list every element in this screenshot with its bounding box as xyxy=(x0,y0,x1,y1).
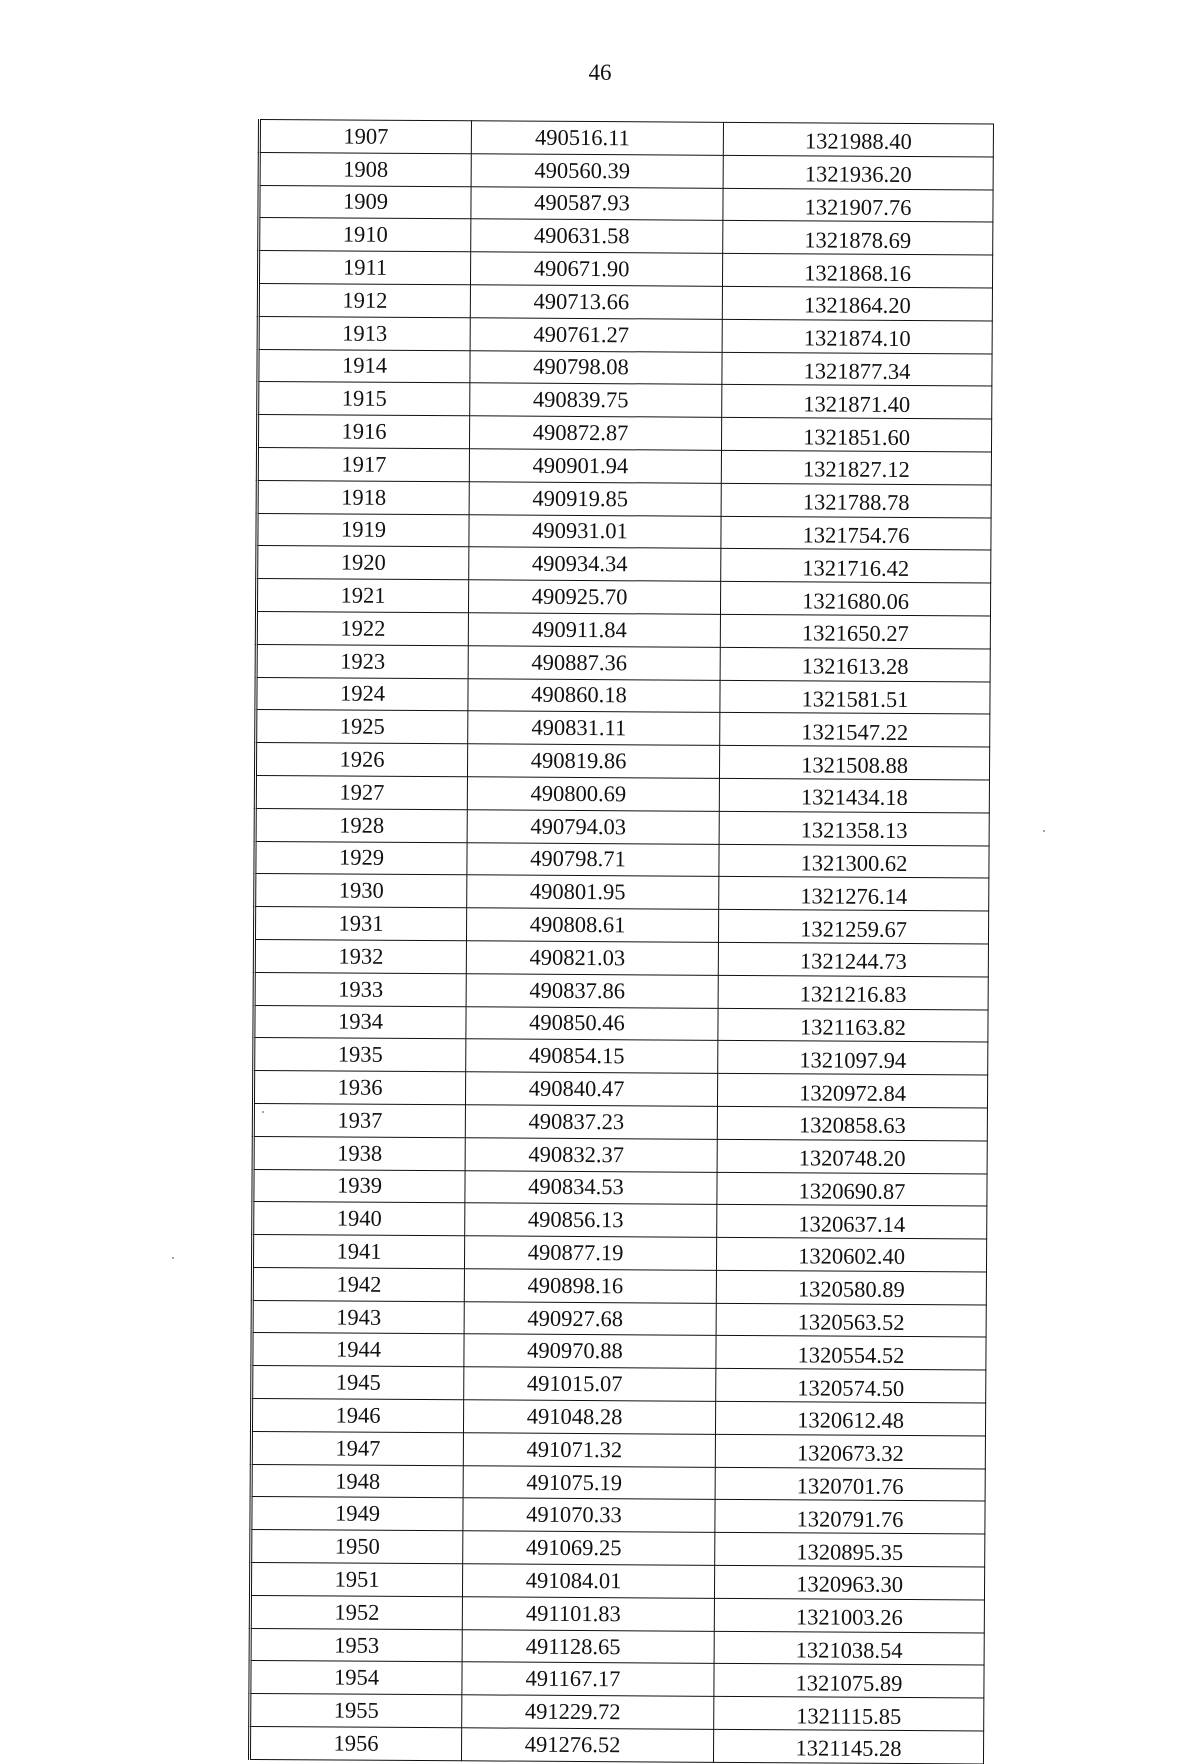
point-number-cell: 1943 xyxy=(252,1300,464,1334)
table-row xyxy=(257,546,991,583)
table-row xyxy=(256,677,990,714)
point-number-cell: 1935 xyxy=(254,1038,466,1072)
table-row xyxy=(255,775,989,812)
table-row xyxy=(259,185,993,222)
point-number-cell: 1951 xyxy=(250,1563,462,1597)
x-coordinate-cell: 490808.61 xyxy=(466,908,718,942)
table-row xyxy=(250,1694,984,1731)
y-coordinate-cell: 1321716.42 xyxy=(721,549,991,583)
table-row xyxy=(256,579,990,616)
table-row xyxy=(252,1366,986,1403)
point-number-cell: 1927 xyxy=(255,775,467,809)
table-row xyxy=(253,1136,987,1173)
x-coordinate-cell: 491101.83 xyxy=(462,1597,714,1631)
point-number-cell: 1907 xyxy=(259,120,471,154)
point-number-cell: 1944 xyxy=(252,1333,464,1367)
y-coordinate-cell: 1320858.63 xyxy=(717,1106,987,1140)
x-coordinate-cell: 490798.08 xyxy=(470,350,722,384)
x-coordinate-cell: 491070.33 xyxy=(463,1498,715,1532)
y-coordinate-cell: 1321434.18 xyxy=(719,778,989,812)
point-number-cell: 1922 xyxy=(256,611,468,645)
point-number-cell: 1913 xyxy=(258,316,470,350)
y-coordinate-cell: 1320580.89 xyxy=(716,1270,986,1304)
x-coordinate-cell: 491276.52 xyxy=(461,1728,713,1762)
y-coordinate-cell: 1321851.60 xyxy=(721,418,991,452)
point-number-cell: 1936 xyxy=(253,1071,465,1105)
x-coordinate-cell: 491167.17 xyxy=(462,1662,714,1696)
y-coordinate-cell: 1320673.32 xyxy=(715,1434,985,1468)
x-coordinate-cell: 490860.18 xyxy=(468,678,720,712)
point-number-cell: 1924 xyxy=(256,677,468,711)
y-coordinate-cell: 1320690.87 xyxy=(717,1172,987,1206)
table-row xyxy=(252,1267,986,1304)
table-row xyxy=(251,1530,985,1567)
point-number-cell: 1947 xyxy=(251,1431,463,1465)
y-coordinate-cell: 1320701.76 xyxy=(715,1467,985,1501)
x-coordinate-cell: 490887.36 xyxy=(468,646,720,680)
point-number-cell: 1937 xyxy=(253,1103,465,1137)
x-coordinate-cell: 490925.70 xyxy=(468,580,720,614)
point-number-cell: 1925 xyxy=(256,710,468,744)
point-number-cell: 1929 xyxy=(255,841,467,875)
table-row xyxy=(258,251,992,288)
y-coordinate-cell: 1321788.78 xyxy=(721,483,991,517)
x-coordinate-cell: 490587.93 xyxy=(471,186,723,220)
point-number-cell: 1938 xyxy=(253,1136,465,1170)
y-coordinate-cell: 1321871.40 xyxy=(722,385,992,419)
table-row xyxy=(255,841,989,878)
x-coordinate-cell: 490837.23 xyxy=(465,1105,717,1139)
table-row xyxy=(252,1333,986,1370)
point-number-cell: 1916 xyxy=(257,415,469,449)
point-number-cell: 1956 xyxy=(249,1727,461,1761)
x-coordinate-cell: 490832.37 xyxy=(465,1137,717,1171)
table-row xyxy=(258,316,992,353)
point-number-cell: 1953 xyxy=(250,1628,462,1662)
y-coordinate-cell: 1321244.73 xyxy=(718,942,988,976)
point-number-cell: 1934 xyxy=(254,1005,466,1039)
y-coordinate-cell: 1321145.28 xyxy=(713,1729,983,1763)
table-row xyxy=(253,1071,987,1108)
x-coordinate-cell: 490919.85 xyxy=(469,482,721,516)
x-coordinate-cell: 491015.07 xyxy=(464,1367,716,1401)
x-coordinate-cell: 490821.03 xyxy=(466,941,718,975)
y-coordinate-cell: 1321868.16 xyxy=(722,254,992,288)
point-number-cell: 1946 xyxy=(251,1399,463,1433)
x-coordinate-cell: 490877.19 xyxy=(464,1236,716,1270)
x-coordinate-cell: 490840.47 xyxy=(465,1072,717,1106)
table-row xyxy=(256,710,990,747)
y-coordinate-cell: 1320574.50 xyxy=(716,1369,986,1403)
x-coordinate-cell: 490631.58 xyxy=(471,219,723,253)
x-coordinate-cell: 490934.34 xyxy=(469,547,721,581)
y-coordinate-cell: 1320791.76 xyxy=(715,1500,985,1534)
table-row xyxy=(250,1628,984,1665)
table-row xyxy=(254,939,988,976)
point-number-cell: 1940 xyxy=(253,1202,465,1236)
x-coordinate-cell: 490854.15 xyxy=(466,1039,718,1073)
x-coordinate-cell: 490856.13 xyxy=(465,1203,717,1237)
y-coordinate-cell: 1320895.35 xyxy=(715,1533,985,1567)
y-coordinate-cell: 1320748.20 xyxy=(717,1139,987,1173)
coordinates-table-container xyxy=(248,119,992,1764)
point-number-cell: 1919 xyxy=(257,513,469,547)
point-number-cell: 1926 xyxy=(255,743,467,777)
x-coordinate-cell: 490872.87 xyxy=(469,416,721,450)
x-coordinate-cell: 490927.68 xyxy=(464,1301,716,1335)
y-coordinate-cell: 1321650.27 xyxy=(720,614,990,648)
y-coordinate-cell: 1321827.12 xyxy=(721,450,991,484)
y-coordinate-cell: 1320612.48 xyxy=(715,1401,985,1435)
x-coordinate-cell: 491128.65 xyxy=(462,1629,714,1663)
x-coordinate-cell: 490800.69 xyxy=(467,777,719,811)
point-number-cell: 1914 xyxy=(258,349,470,383)
table-row xyxy=(258,349,992,386)
y-coordinate-cell: 1321613.28 xyxy=(720,647,990,681)
x-coordinate-cell: 491069.25 xyxy=(463,1531,715,1565)
coordinates-table-body xyxy=(249,120,993,1764)
table-row xyxy=(255,874,989,911)
y-coordinate-cell: 1321300.62 xyxy=(719,844,989,878)
y-coordinate-cell: 1321003.26 xyxy=(714,1598,984,1632)
x-coordinate-cell: 490931.01 xyxy=(469,514,721,548)
y-coordinate-cell: 1320602.40 xyxy=(716,1237,986,1271)
point-number-cell: 1932 xyxy=(254,939,466,973)
table-row xyxy=(256,644,990,681)
y-coordinate-cell: 1321259.67 xyxy=(718,909,988,943)
table-row xyxy=(257,447,991,484)
y-coordinate-cell: 1321216.83 xyxy=(718,975,988,1009)
y-coordinate-cell: 1321097.94 xyxy=(718,1041,988,1075)
table-row xyxy=(255,743,989,780)
y-coordinate-cell: 1321581.51 xyxy=(720,680,990,714)
coordinates-table xyxy=(248,119,994,1764)
y-coordinate-cell: 1321358.13 xyxy=(719,811,989,845)
y-coordinate-cell: 1321936.20 xyxy=(723,155,993,189)
y-coordinate-cell: 1320563.52 xyxy=(716,1303,986,1337)
x-coordinate-cell: 490516.11 xyxy=(471,121,723,155)
point-number-cell: 1931 xyxy=(254,907,466,941)
point-number-cell: 1948 xyxy=(251,1464,463,1498)
point-number-cell: 1912 xyxy=(258,283,470,317)
table-row xyxy=(256,611,990,648)
table-row xyxy=(258,382,992,419)
y-coordinate-cell: 1321547.22 xyxy=(720,713,990,747)
point-number-cell: 1908 xyxy=(259,152,471,186)
table-row xyxy=(251,1464,985,1501)
table-row xyxy=(259,120,993,157)
point-number-cell: 1920 xyxy=(257,546,469,580)
x-coordinate-cell: 490839.75 xyxy=(470,383,722,417)
y-coordinate-cell: 1321877.34 xyxy=(722,352,992,386)
table-row xyxy=(252,1235,986,1272)
x-coordinate-cell: 490837.86 xyxy=(466,974,718,1008)
table-row xyxy=(259,152,993,189)
table-row xyxy=(259,218,993,255)
point-number-cell: 1942 xyxy=(252,1267,464,1301)
table-row xyxy=(254,972,988,1009)
x-coordinate-cell: 490560.39 xyxy=(471,154,723,188)
table-row xyxy=(257,513,991,550)
y-coordinate-cell: 1320637.14 xyxy=(717,1205,987,1239)
x-coordinate-cell: 491071.32 xyxy=(463,1433,715,1467)
x-coordinate-cell: 490970.88 xyxy=(464,1334,716,1368)
y-coordinate-cell: 1321115.85 xyxy=(714,1697,984,1731)
point-number-cell: 1910 xyxy=(259,218,471,252)
y-coordinate-cell: 1321988.40 xyxy=(723,122,993,156)
y-coordinate-cell: 1321864.20 xyxy=(722,286,992,320)
table-row xyxy=(254,907,988,944)
x-coordinate-cell: 490819.86 xyxy=(467,744,719,778)
point-number-cell: 1917 xyxy=(257,447,469,481)
y-coordinate-cell: 1321163.82 xyxy=(718,1008,988,1042)
x-coordinate-cell: 491229.72 xyxy=(462,1695,714,1729)
point-number-cell: 1921 xyxy=(256,579,468,613)
point-number-cell: 1911 xyxy=(258,251,470,285)
x-coordinate-cell: 490801.95 xyxy=(467,875,719,909)
table-row xyxy=(250,1563,984,1600)
x-coordinate-cell: 491075.19 xyxy=(463,1465,715,1499)
y-coordinate-cell: 1321878.69 xyxy=(723,221,993,255)
point-number-cell: 1933 xyxy=(254,972,466,1006)
table-row xyxy=(254,1005,988,1042)
table-row xyxy=(257,415,991,452)
point-number-cell: 1950 xyxy=(251,1530,463,1564)
table-row xyxy=(253,1103,987,1140)
table-row xyxy=(250,1661,984,1698)
point-number-cell: 1923 xyxy=(256,644,468,678)
table-row xyxy=(251,1399,985,1436)
point-number-cell: 1952 xyxy=(250,1595,462,1629)
x-coordinate-cell: 491048.28 xyxy=(463,1400,715,1434)
x-coordinate-cell: 490798.71 xyxy=(467,842,719,876)
point-number-cell: 1915 xyxy=(258,382,470,416)
y-coordinate-cell: 1320554.52 xyxy=(716,1336,986,1370)
y-coordinate-cell: 1321276.14 xyxy=(719,877,989,911)
y-coordinate-cell: 1321075.89 xyxy=(714,1664,984,1698)
x-coordinate-cell: 490831.11 xyxy=(468,711,720,745)
table-row xyxy=(253,1169,987,1206)
page-number: 46 xyxy=(588,60,612,85)
table-row xyxy=(255,808,989,845)
y-coordinate-cell: 1321038.54 xyxy=(714,1631,984,1665)
x-coordinate-cell: 490794.03 xyxy=(467,810,719,844)
point-number-cell: 1945 xyxy=(252,1366,464,1400)
x-coordinate-cell: 490671.90 xyxy=(470,252,722,286)
table-row xyxy=(251,1431,985,1468)
x-coordinate-cell: 490850.46 xyxy=(466,1006,718,1040)
y-coordinate-cell: 1321680.06 xyxy=(720,581,990,615)
y-coordinate-cell: 1321907.76 xyxy=(723,188,993,222)
y-coordinate-cell: 1321754.76 xyxy=(721,516,991,550)
point-number-cell: 1939 xyxy=(253,1169,465,1203)
point-number-cell: 1930 xyxy=(255,874,467,908)
table-row xyxy=(250,1595,984,1632)
x-coordinate-cell: 490898.16 xyxy=(464,1269,716,1303)
point-number-cell: 1928 xyxy=(255,808,467,842)
table-row xyxy=(257,480,991,517)
table-row xyxy=(252,1300,986,1337)
scan-speck xyxy=(262,1111,264,1113)
table-row xyxy=(249,1727,983,1764)
point-number-cell: 1941 xyxy=(252,1235,464,1269)
x-coordinate-cell: 490761.27 xyxy=(470,318,722,352)
x-coordinate-cell: 490911.84 xyxy=(468,613,720,647)
table-row xyxy=(253,1202,987,1239)
point-number-cell: 1949 xyxy=(251,1497,463,1531)
point-number-cell: 1918 xyxy=(257,480,469,514)
table-row xyxy=(251,1497,985,1534)
y-coordinate-cell: 1320963.30 xyxy=(714,1565,984,1599)
table-row xyxy=(258,283,992,320)
scan-speck xyxy=(172,1257,174,1259)
x-coordinate-cell: 490901.94 xyxy=(469,449,721,483)
y-coordinate-cell: 1321508.88 xyxy=(719,745,989,779)
point-number-cell: 1909 xyxy=(259,185,471,219)
x-coordinate-cell: 491084.01 xyxy=(462,1564,714,1598)
x-coordinate-cell: 490713.66 xyxy=(470,285,722,319)
x-coordinate-cell: 490834.53 xyxy=(465,1170,717,1204)
table-row xyxy=(254,1038,988,1075)
y-coordinate-cell: 1321874.10 xyxy=(722,319,992,353)
y-coordinate-cell: 1320972.84 xyxy=(717,1073,987,1107)
scan-speck xyxy=(1043,830,1045,832)
point-number-cell: 1954 xyxy=(250,1661,462,1695)
point-number-cell: 1955 xyxy=(250,1694,462,1728)
